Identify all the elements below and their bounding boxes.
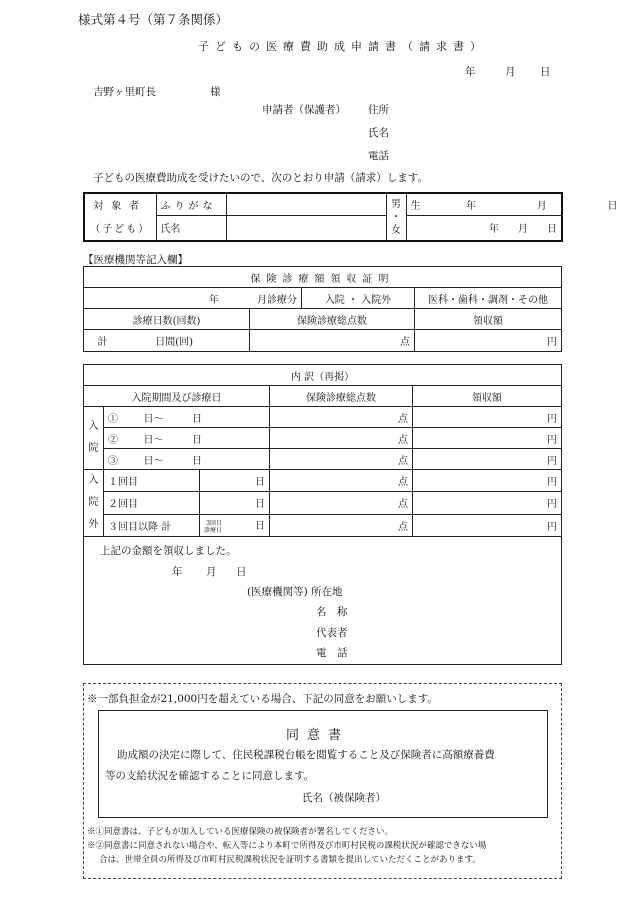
furigana-field[interactable] [226, 193, 386, 215]
birth-label: 生 年 月 日 [406, 193, 562, 215]
inpatient-period-3[interactable]: ③ 日～ 日 [104, 449, 270, 470]
inpatient-amount-2[interactable]: 円 [413, 428, 562, 449]
outpatient-label: 入 院 外 [84, 470, 104, 537]
consent-note-2: ※②同意書に同意されない場合や、転入等により本町で所得及び市町村民税の課税状況が確認できない場 [87, 841, 487, 851]
department-select[interactable]: 医科・歯科・調剤・その他 [415, 288, 562, 309]
total-points[interactable]: 点 [250, 330, 415, 352]
form-number: 様式第４号（第７条関係） [78, 12, 229, 27]
col-amount2: 領収額 [413, 386, 562, 407]
inpatient-points-3[interactable]: 点 [270, 449, 413, 470]
consent-title: 同意書 [286, 728, 350, 743]
institution-address: (医療機関等) 所在地 [247, 586, 343, 598]
outpatient-day-1[interactable]: 日 [200, 470, 270, 492]
inpatient-points-2[interactable]: 点 [270, 428, 413, 449]
outpatient-visit-3: ３回目以降 計 [104, 514, 200, 536]
outpatient-visit-1: １回目 [104, 470, 200, 492]
receipt-year: 年 [172, 566, 183, 578]
date-day: 日 [540, 66, 551, 78]
inpatient-points-1[interactable]: 点 [270, 407, 413, 428]
total-amount[interactable]: 円 [415, 330, 562, 352]
col-period: 入院期間及び診療日 [84, 386, 270, 407]
medical-section-label: 【医療機関等記入欄】 [83, 254, 188, 266]
outpatient-points-2[interactable]: 点 [270, 492, 413, 514]
outpatient-visit-2: ２回目 [104, 492, 200, 514]
inpatient-period-2[interactable]: ② 日～ 日 [104, 428, 270, 449]
name-label-child: 氏名 [156, 215, 226, 241]
breakdown-title: 内 訳（再掲） [84, 365, 562, 386]
phone-label: 電話 [368, 150, 389, 162]
furigana-label: ふりがな [156, 193, 226, 215]
honorific: 様 [210, 86, 221, 98]
date-month: 月 [505, 66, 516, 78]
receipt-month: 月 [206, 566, 217, 578]
outpatient-day-3[interactable]: 3回目 診療日 日 [200, 514, 270, 536]
consent-note-1: ※①同意書は、子どもが加入している医療保険の被保険者が署名してください。 [87, 827, 394, 837]
institution-name: 名 称 [316, 606, 348, 618]
subject-label: 対象者 [84, 193, 156, 215]
total-days[interactable]: 計 日間(回) [84, 330, 250, 352]
applicant-label: 申請者（保護者） [262, 104, 346, 116]
breakdown-table [83, 364, 562, 537]
inpatient-amount-3[interactable]: 円 [413, 449, 562, 470]
inpatient-select[interactable]: 入院 ・ 入院外 [302, 288, 415, 309]
name-label: 氏名 [368, 127, 389, 139]
subject-child-label: （子ども） [84, 215, 156, 241]
birthdate-field[interactable]: 年 月 日 [406, 215, 562, 241]
col-points2: 保険診療総点数 [270, 386, 413, 407]
col-points: 保険診療総点数 [250, 309, 415, 330]
addressee: 吉野ヶ里町長 [93, 86, 156, 98]
outpatient-points-3[interactable]: 点 [270, 514, 413, 536]
child-name-field[interactable] [226, 215, 386, 241]
inpatient-label: 入 院 [84, 407, 104, 470]
treatment-month[interactable]: 年 月診療分 [84, 288, 302, 309]
outpatient-amount-2[interactable]: 円 [413, 492, 562, 514]
date-year: 年 [465, 66, 476, 78]
institution-rep: 代表者 [316, 627, 348, 639]
consent-notice: ※一部負担金が21,000円を超えている場合、下記の同意をお願いします。 [87, 693, 438, 705]
inpatient-period-1[interactable]: ① 日～ 日 [104, 407, 270, 428]
address-label: 住所 [368, 104, 389, 116]
outpatient-day-2[interactable]: 日 [200, 492, 270, 514]
institution-phone: 電 話 [316, 647, 348, 659]
consent-note-3: 合は、世帯全員の所得及び市町村民税課税状況を証明する書類を提出していただくことがあります。 [99, 855, 481, 865]
outpatient-points-1[interactable]: 点 [270, 470, 413, 492]
outpatient-amount-1[interactable]: 円 [413, 470, 562, 492]
subject-table [83, 192, 618, 242]
sex-field[interactable]: 男 ・ 女 [386, 193, 406, 241]
consent-sign: 氏名（被保険者） [302, 792, 386, 804]
inpatient-amount-1[interactable]: 円 [413, 407, 562, 428]
page-title: 子どもの医療費助成申請書（請求書） [198, 40, 487, 53]
receipt-day: 日 [236, 566, 247, 578]
intro-text: 子どもの医療費助成を受けたいので、次のとおり申請（請求）します。 [93, 172, 428, 184]
outpatient-amount-3[interactable]: 円 [413, 514, 562, 536]
consent-body-1: 助成額の決定に際して、住民税課税台帳を閲覧すること及び保険者に高額療養費 [117, 749, 495, 761]
col-days: 診療日数(回数) [84, 309, 250, 330]
consent-body-2: 等の支給状況を確認することに同意します。 [105, 770, 315, 782]
medical-certificate-table [83, 266, 562, 352]
cert-title: 保険診療額領収証明 [84, 267, 562, 288]
col-amount: 領収額 [415, 309, 562, 330]
received-text: 上記の金額を領収しました。 [100, 545, 237, 557]
